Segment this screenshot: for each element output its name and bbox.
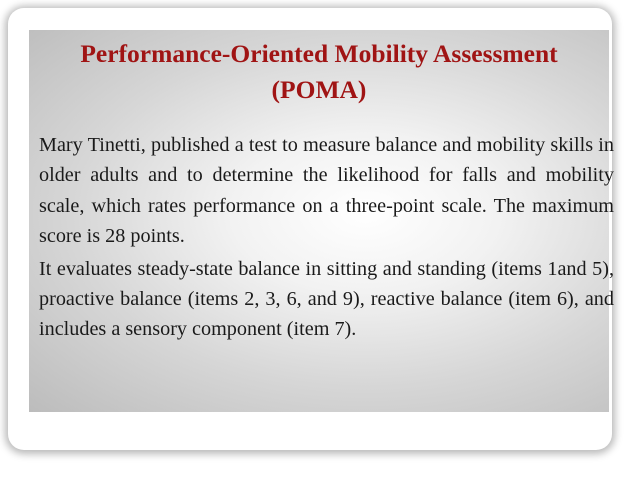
slide-body xyxy=(39,130,614,345)
slide-title xyxy=(20,36,618,108)
slide-title-line-1: Performance-Oriented Mobility Assessment xyxy=(80,39,558,68)
body-paragraph-1: Mary Tinetti, published a test to measure balance and mobility skills in older adults and to determine the likelihood for falls and mobility scale, which rates performance on a three-point scale. The maximum score is 28 points. xyxy=(39,134,614,248)
body-paragraph-2: It evaluates steady-state balance in sitting and standing (items 1and 5), proactive balance (items 2, 3, 6, and 9), reactive balance (item 6), and includes a sensory component (item 7). xyxy=(39,257,614,341)
slide-title-line-2: (POMA) xyxy=(271,75,367,104)
